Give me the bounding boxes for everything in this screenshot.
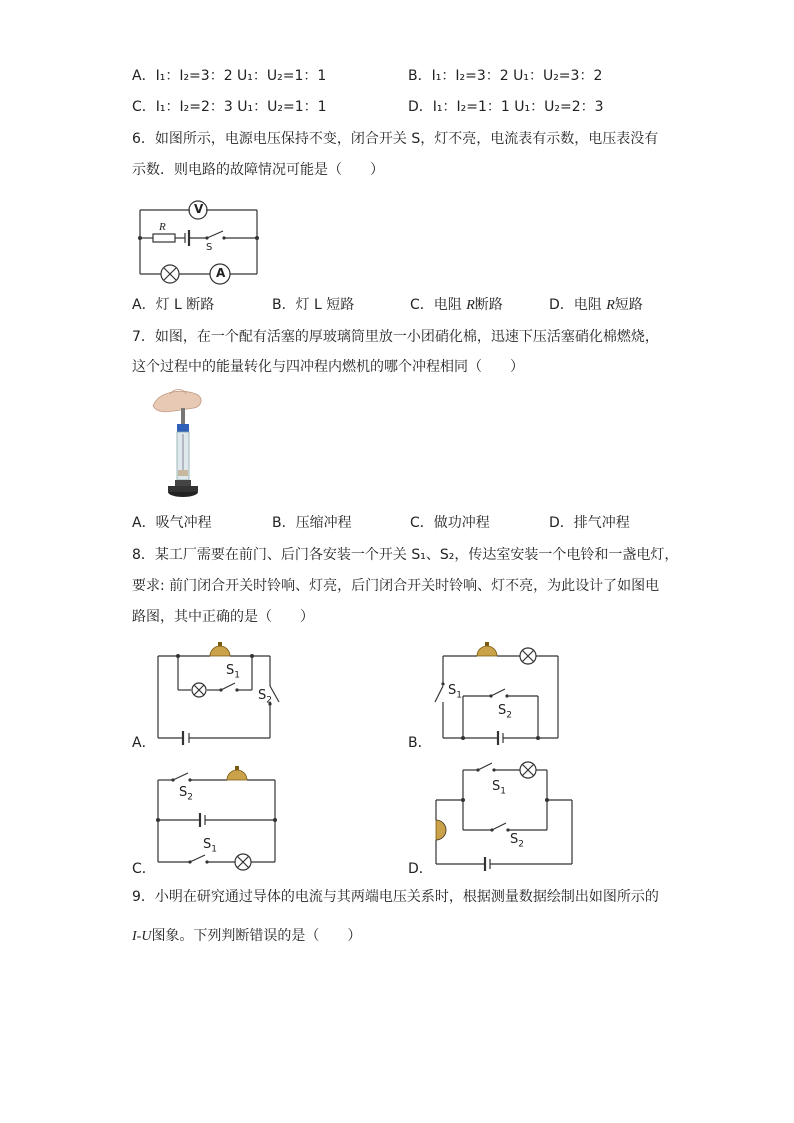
q8-text-line2: 要求: 前门闭合开关时铃响、灯亮，后门闭合开关时铃响、灯不亮，为此设计了如图电 xyxy=(132,578,660,594)
q8-option-a: A． xyxy=(132,735,156,751)
q8d-s1-label: $S_1$ xyxy=(492,779,506,797)
q6-ammeter-label: A xyxy=(216,266,226,280)
q8-text-line3: 路图，其中正确的是（ ） xyxy=(132,609,314,625)
q5-option-b: B．I₁：I₂=3：2 U₁：U₂=3：2 xyxy=(408,68,603,84)
q8b-s2-label: $S_2$ xyxy=(498,703,512,721)
q9-text-line1: 9．小明在研究通过导体的电流与其两端电压关系时，根据测量数据绘制出如图所示的 xyxy=(132,889,659,905)
q6-option-d: D．电阻 R短路 xyxy=(549,297,643,313)
q8c-s1-label: $S_1$ xyxy=(203,837,217,855)
q7-option-a: A．吸气冲程 xyxy=(132,515,212,531)
q6-text-line2: 示数．则电路的故障情况可能是（ ） xyxy=(132,162,384,178)
q5-option-c: C．I₁：I₂=2：3 U₁：U₂=1：1 xyxy=(132,99,327,115)
q9-text-line2: I-U图象。下列判断错误的是（ ） xyxy=(132,928,362,944)
q7-option-b: B．压缩冲程 xyxy=(272,515,352,531)
q8-option-d: D． xyxy=(408,861,433,877)
q6-voltmeter-label: V xyxy=(194,202,204,216)
q7-text-line1: 7．如图，在一个配有活塞的厚玻璃筒里放一小团硝化棉，迅速下压活塞硝化棉燃烧， xyxy=(132,329,659,345)
q5-option-d: D．I₁：I₂=1：1 U₁：U₂=2：3 xyxy=(408,99,604,115)
q6-option-c: C．电阻 R断路 xyxy=(410,297,503,313)
q8-text-line1: 8．某工厂需要在前门、后门各安装一个开关 S₁、S₂，传达室安装一个电铃和一盏电灯， xyxy=(132,547,679,563)
q7-option-d: D．排气冲程 xyxy=(549,515,630,531)
q6-option-b: B．灯 L 短路 xyxy=(272,297,355,313)
q8-circuit-c xyxy=(155,760,285,870)
q8a-s1-label: $S_1$ xyxy=(226,663,240,681)
q6-resistor-label: R xyxy=(159,221,166,233)
q8d-s2-label: $S_2$ xyxy=(510,832,524,850)
q7-option-c: C．做功冲程 xyxy=(410,515,490,531)
q7-piston-photo xyxy=(150,386,210,504)
q8c-s2-label: $S_2$ xyxy=(179,785,193,803)
q6-switch-label: S xyxy=(206,242,213,253)
q8-circuit-d xyxy=(430,760,580,870)
q7-text-line2: 这个过程中的能量转化与四冲程内燃机的哪个冲程相同（ ） xyxy=(132,359,524,375)
q6-option-a: A．灯 L 断路 xyxy=(132,297,215,313)
q6-text-line1: 6．如图所示，电源电压保持不变，闭合开关 S，灯不亮，电流表有示数，电压表没有 xyxy=(132,131,659,147)
q8-option-b: B． xyxy=(408,735,432,751)
q8a-s2-label: $S_2$ xyxy=(258,688,272,706)
q5-option-a: A．I₁：I₂=3：2 U₁：U₂=1：1 xyxy=(132,68,327,84)
q8-option-c: C． xyxy=(132,861,156,877)
q8b-s1-label: $S_1$ xyxy=(448,683,462,701)
